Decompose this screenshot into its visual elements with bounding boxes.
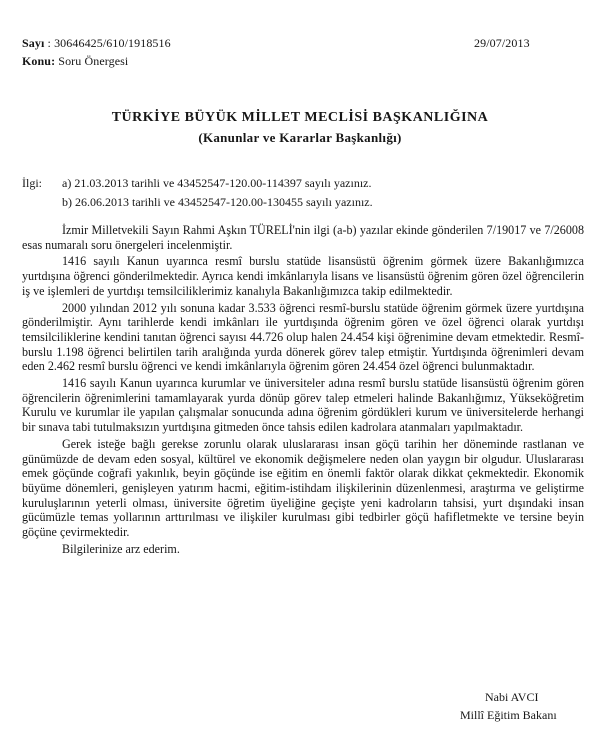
signatory-name: Nabi AVCI [485,690,539,704]
letter-body [22,223,584,558]
sayi-label: Sayı [22,36,45,50]
ilgi-item-b: b) 26.06.2013 tarihli ve 43452547-120.00-130455 sayılı yazınız. [62,195,373,209]
ilgi-label: İlgi: [22,176,42,190]
konu-label: Konu: [22,54,56,68]
konu-value: Soru Önergesi [58,54,129,68]
paragraph-2: 1416 sayılı Kanun uyarınca resmî burslu statüde lisansüstü öğrenim görmek üzere Bakanlığımızca yurtdışına öğrenci gönderilmektedir. Ayrıca kendi imkânlarıyla lisans ve lisansüstü öğrenim gören özel öğrencilerin iş ve işlemleri de yurtdışı temsilciliklerimiz kanalıyla Bakanlığımızca takip edilmektedir. [22,254,584,298]
sayi-line [22,36,171,51]
paragraph-3: 2000 yılından 2012 yılı sonuna kadar 3.533 öğrenci resmî-burslu statüde öğrenim görmek üzere yurtdışına gönderilmiştir. Aynı tarihlerde kendi imkânları ile yurtdışında öğrenim gören ve özel öğrenci olarak yurtdışı temsilciliklerine kendini tanıtan öğrenci sayısı 44.726 olup halen 24.454 kişi öğrenimine devam etmektedir. Resmî-burslu 1.198 öğrenci belirtilen tarih aralığında yurda dönerek görev talep etmiştir. Yurtdışında öğrenimleri devam eden 2.462 resmî burslu öğrenci ve kendi imkânlarıyla öğrenim gören 24.454 özel öğrenci bulunmaktadır. [22,300,584,374]
recipient-subtitle: (Kanunlar ve Kararlar Başkanlığı) [198,130,402,145]
ilgi-item-a: a) 21.03.2013 tarihli ve 43452547-120.00-114397 sayılı yazınız. [62,176,372,190]
paragraph-1: İzmir Milletvekili Sayın Rahmi Aşkın TÜRELİ'nin ilgi (a-b) yazılar ekinde gönderilen 7/19017 ve 7/26008 esas numaralı soru önergeleri incelenmiştir. [22,223,584,252]
konu-line [22,54,128,69]
paragraph-5: Gerek isteğe bağlı gerekse zorunlu olarak uluslararası insan göçü tarihin her döneminde rastlanan ve günümüzde de devam eden sosyal, kültürel ve ekonomik değişmelere neden olan yaygın bir olgudur. Uluslararası emek göçünde coğrafi yakınlık, beyin göçünde ise eğitim en önemli faktör olarak dikkat çekmektedir. Ekonomik büyüme dönemleri, genişleyen yatırım hacmi, eğitim-istihdam ilişkilerinin düzenlenmesi, araştırma ve geliştirme kuruluşlarının yeterli olması, üniversite öğretim üyeliğine geçişte yeni kadroların tahsisi, yurt dışındaki insan gücümüzle temas yollarının arttırılması ve ilişkiler kurulması gibi tedbirler göçü hafifletmekte ve tersine beyin göçüne çevirmektedir. [22,436,584,540]
signatory-title: Millî Eğitim Bakanı [460,708,557,722]
paragraph-4: 1416 sayılı Kanun uyarınca kurumlar ve üniversiteler adına resmî burslu statüde lisansüstü öğrenim gören öğrencilerin öğrenimlerini tamamlayarak yurda dönüp görev talep etmeleri halinde Bakanlığımız, Yükseköğretim Kurulu ve kurumlar ile yapılan çalışmalar sonucunda adına öğrenim gördükleri kurum ve üniversitelerde herhangi bir sınava tabi tutulmaksızın yurtdışına gitmeden önce tahsis edilen kadrolara atanmaları yapılmaktadır. [22,376,584,435]
closing-line: Bilgilerinize arz ederim. [62,541,180,556]
recipient-title: TÜRKİYE BÜYÜK MİLLET MECLİSİ BAŞKANLIĞINA [111,110,489,125]
document-date: 29/07/2013 [474,36,530,50]
sayi-value: : 30646425/610/1918516 [47,36,171,50]
